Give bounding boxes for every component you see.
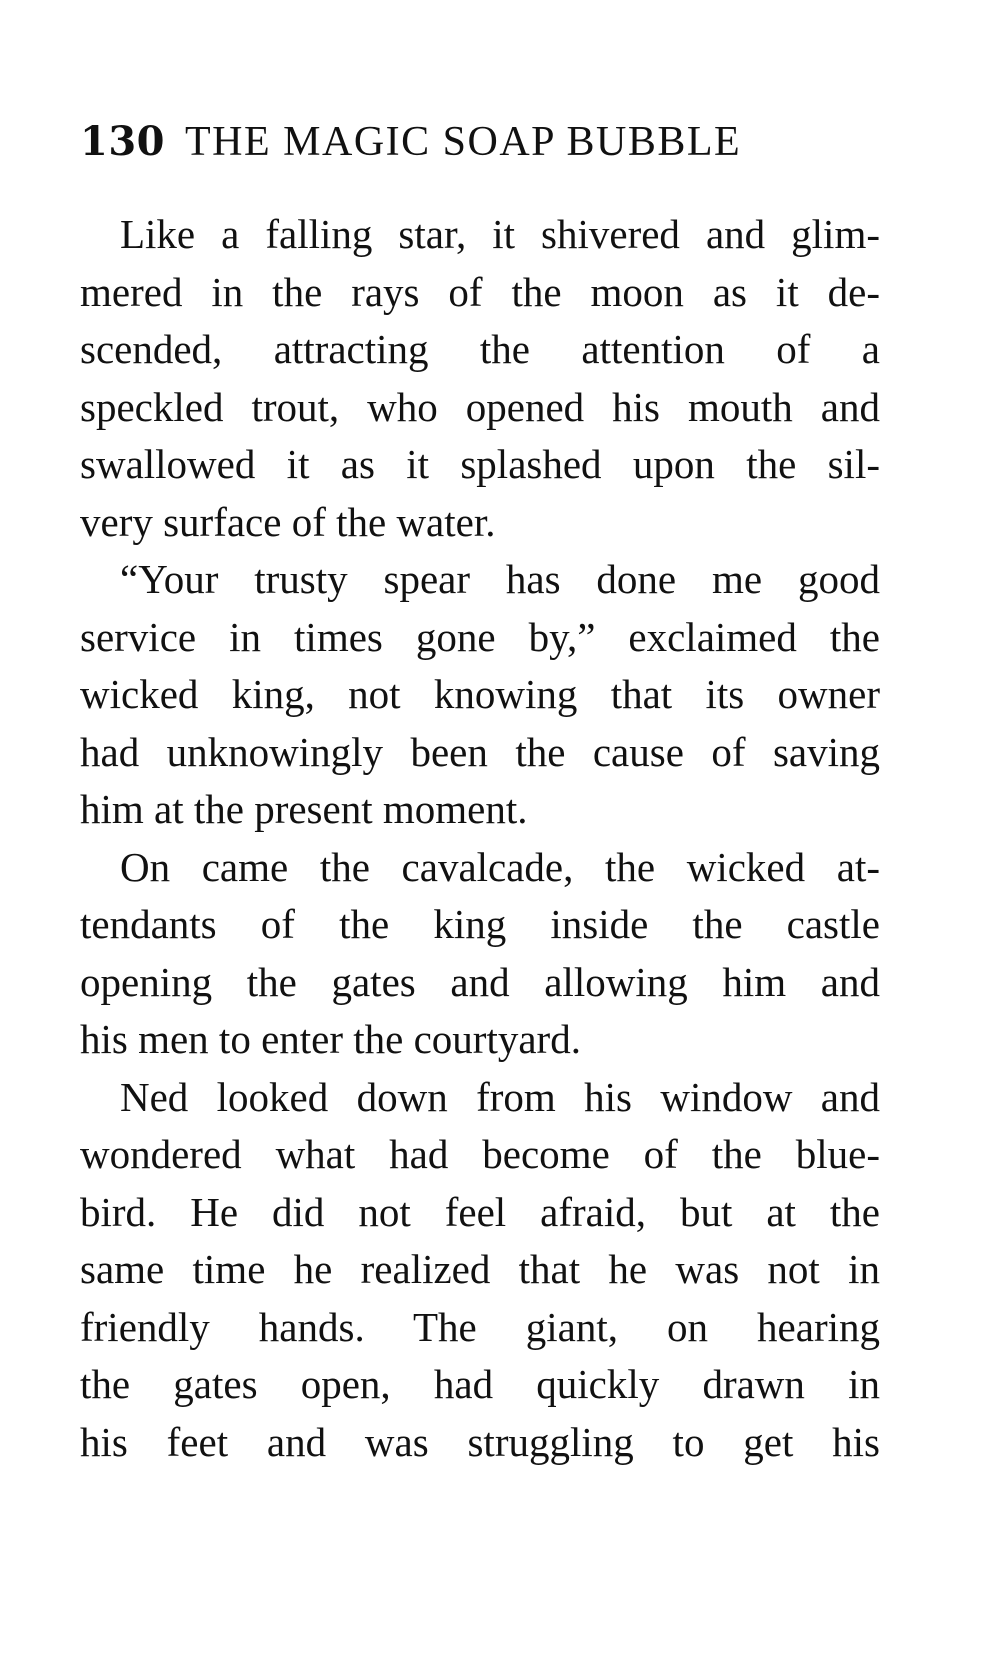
text-line: service in times gone by,” exclaimed the [80, 613, 880, 660]
text-line: On came the cavalcade, the wicked at- [120, 843, 880, 890]
text-line: swallowed it as it splashed upon the sil- [80, 441, 880, 487]
book-title: THE MAGIC SOAP BUBBLE [185, 119, 742, 165]
text-line: opening the gates and allowing him and [80, 958, 880, 1005]
paragraph-1 [80, 206, 880, 551]
text-line: same time he realized that he was not in [80, 1246, 880, 1292]
text-line: his feet and was struggling to get his [80, 1418, 880, 1465]
text-line: scended, attracting the attention of a [80, 326, 880, 372]
text-line: friendly hands. The giant, on hearing [80, 1303, 880, 1350]
text-line: the gates open, had quickly drawn in [80, 1361, 880, 1407]
text-line: Ned looked down from his window and [120, 1073, 880, 1120]
text-line: wicked king, not knowing that its owner [80, 671, 880, 717]
body-text [80, 206, 880, 1471]
paragraph-3 [80, 839, 880, 1069]
text-line: his men to enter the courtyard. [80, 1016, 581, 1062]
text-line: “Your trusty spear has done me good [120, 556, 880, 602]
text-line: mered in the rays of the moon as it de- [80, 268, 880, 315]
text-line: wondered what had become of the blue- [80, 1131, 880, 1177]
text-line: had unknowingly been the cause of saving [80, 728, 880, 775]
text-line: Like a falling star, it shivered and glim- [120, 211, 880, 257]
running-head [80, 118, 880, 178]
text-line: tendants of the king inside the castle [80, 901, 880, 947]
page-number: 130 [80, 118, 165, 165]
text-line: very surface of the water. [80, 498, 496, 545]
text-line: bird. He did not feel afraid, but at the [80, 1188, 880, 1235]
text-line: speckled trout, who opened his mouth and [80, 383, 880, 430]
paragraph-4 [80, 1069, 880, 1472]
text-line: him at the present moment. [80, 786, 528, 832]
paragraph-2 [80, 551, 880, 839]
